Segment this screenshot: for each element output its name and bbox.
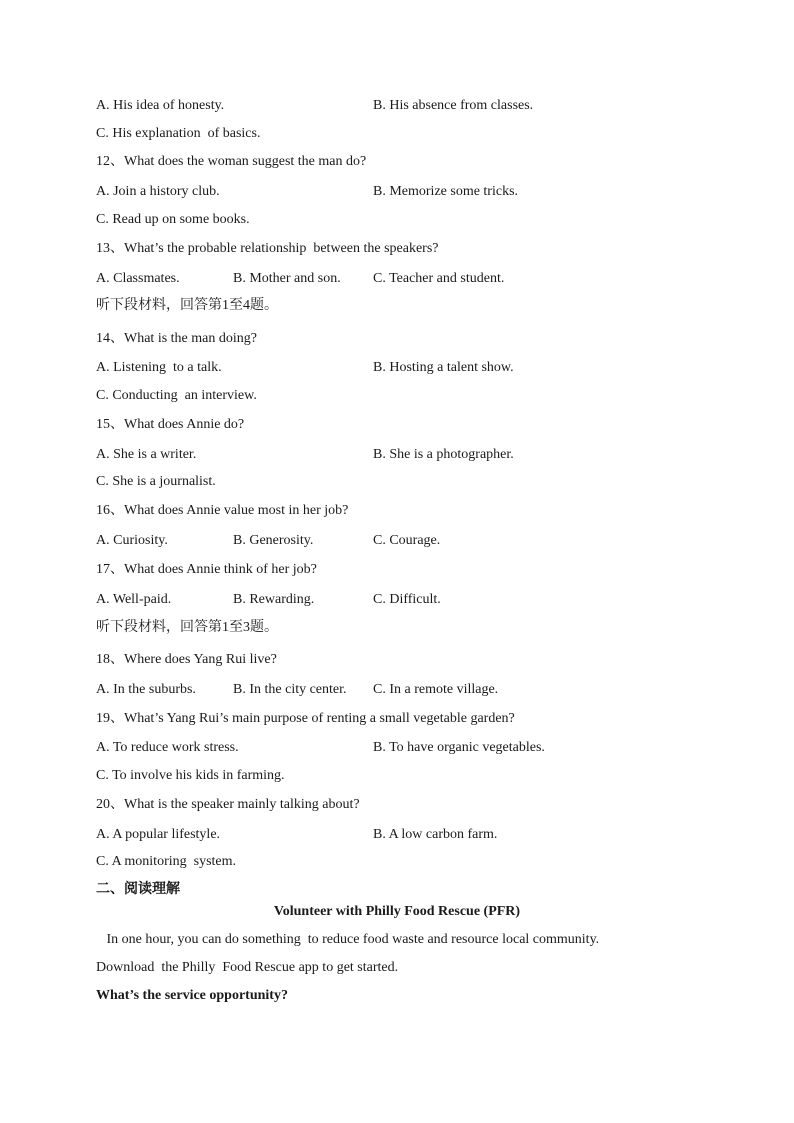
reading-section-title: 二、阅读理解	[96, 882, 180, 897]
section-note: 听下段材料，回答第1至4题。	[96, 298, 278, 313]
q11-option-a: A. His idea of honesty.	[96, 98, 225, 113]
q18-option-b: B. In the city center.	[233, 682, 347, 697]
q13-option-b: B. Mother and son.	[233, 271, 341, 286]
q20-option-b: B. A low carbon farm.	[373, 827, 498, 842]
q15-stem: 15、What does Annie do?	[96, 417, 245, 432]
q19-option-c: C. To involve his kids in farming.	[96, 768, 285, 783]
q19-option-a: A. To reduce work stress.	[96, 740, 239, 755]
q11-option-c: C. His explanation of basics.	[96, 126, 261, 141]
q16-option-c: C. Courage.	[373, 533, 441, 548]
q15-option-a: A. She is a writer.	[96, 447, 197, 462]
q12-option-b: B. Memorize some tricks.	[373, 184, 519, 199]
q19-stem: 19、What’s Yang Rui’s main purpose of renting a small vegetable garden?	[96, 711, 515, 726]
q16-option-b: B. Generosity.	[233, 533, 314, 548]
q15-option-c: C. She is a journalist.	[96, 474, 216, 489]
q13-stem: 13、What’s the probable relationship between the speakers?	[96, 241, 439, 256]
q14-option-c: C. Conducting an interview.	[96, 388, 257, 403]
q19-option-b: B. To have organic vegetables.	[373, 740, 545, 755]
q13-option-c: C. Teacher and student.	[373, 271, 505, 286]
q14-option-a: A. Listening to a talk.	[96, 360, 222, 375]
q18-stem: 18、Where does Yang Rui live?	[96, 652, 277, 667]
passage-title: Volunteer with Philly Food Rescue (PFR)	[273, 904, 521, 919]
q14-option-b: B. Hosting a talent show.	[373, 360, 514, 375]
q17-option-a: A. Well-paid.	[96, 592, 172, 607]
q20-stem: 20、What is the speaker mainly talking about?	[96, 797, 360, 812]
q20-option-a: A. A popular lifestyle.	[96, 827, 221, 842]
q12-option-c: C. Read up on some books.	[96, 212, 250, 227]
q18-option-a: A. In the suburbs.	[96, 682, 196, 697]
q14-stem: 14、What is the man doing?	[96, 331, 257, 346]
passage-paragraph-line-2: Download the Philly Food Rescue app to get started.	[96, 960, 399, 975]
passage-paragraph-line-1: In one hour, you can do something to reduce food waste and resource local community.	[96, 932, 600, 947]
q15-option-b: B. She is a photographer.	[373, 447, 514, 462]
q13-option-a: A. Classmates.	[96, 271, 180, 286]
q17-option-c: C. Difficult.	[373, 592, 441, 607]
q12-stem: 12、What does the woman suggest the man do?	[96, 154, 367, 169]
section-note: 听下段材料，回答第1至3题。	[96, 620, 278, 635]
q17-option-b: B. Rewarding.	[233, 592, 315, 607]
q16-option-a: A. Curiosity.	[96, 533, 168, 548]
q17-stem: 17、What does Annie think of her job?	[96, 562, 317, 577]
passage-subheading: What’s the service opportunity?	[96, 988, 288, 1003]
q11-option-b: B. His absence from classes.	[373, 98, 534, 113]
q12-option-a: A. Join a history club.	[96, 184, 220, 199]
q20-option-c: C. A monitoring system.	[96, 854, 237, 869]
q18-option-c: C. In a remote village.	[373, 682, 499, 697]
q16-stem: 16、What does Annie value most in her job?	[96, 503, 349, 518]
